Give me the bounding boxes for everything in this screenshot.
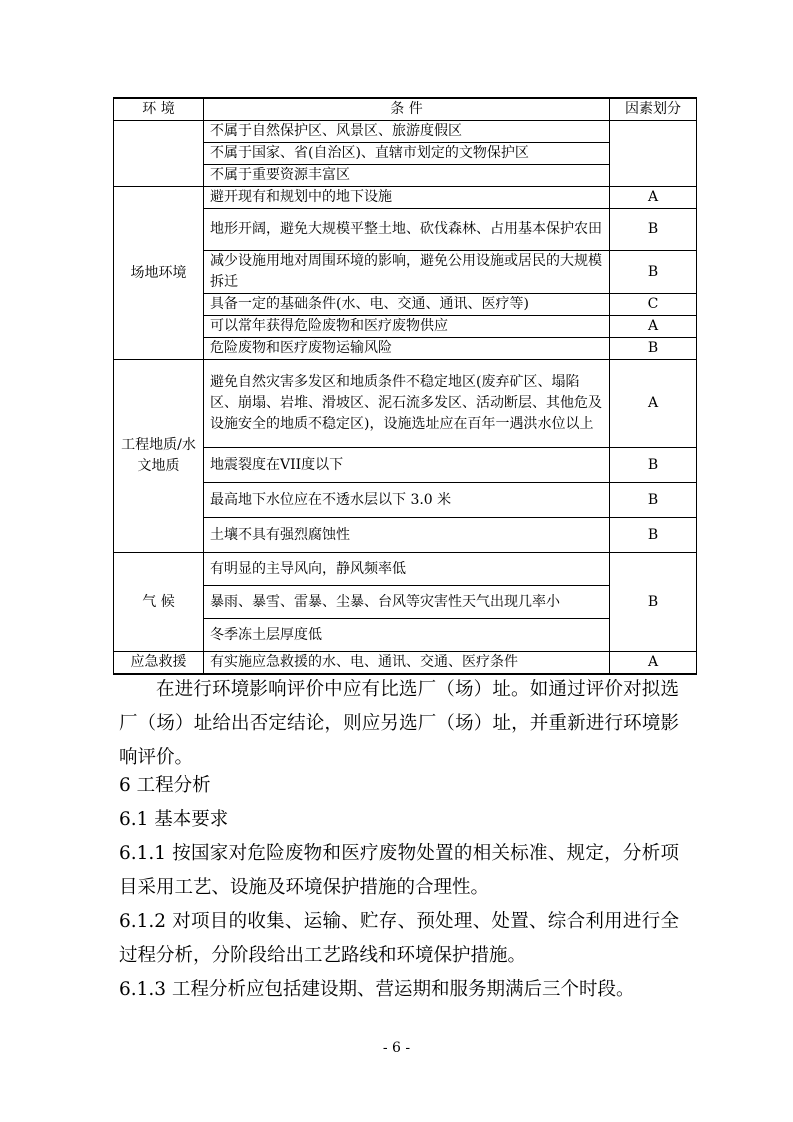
table-row bbox=[114, 553, 697, 586]
header-factor: 因素划分 bbox=[610, 98, 697, 121]
table-header-row bbox=[114, 98, 697, 121]
factor-cell: C bbox=[610, 294, 697, 316]
table-row bbox=[114, 121, 697, 143]
env-cell: 工程地质/水文地质 bbox=[114, 360, 204, 553]
factor-cell: B bbox=[610, 518, 697, 553]
factor-cell: B bbox=[610, 338, 697, 360]
factor-cell bbox=[610, 121, 697, 187]
condition-cell: 有明显的主导风向，静风频率低 bbox=[204, 553, 610, 586]
condition-cell: 最高地下水位应在不透水层以下 3.0 米 bbox=[204, 483, 610, 518]
condition-cell: 暴雨、暴雪、雷暴、尘暴、台风等灾害性天气出现几率小 bbox=[204, 586, 610, 619]
table-row bbox=[114, 652, 697, 675]
page-number: - 6 - bbox=[382, 1040, 411, 1056]
condition-cell: 不属于重要资源丰富区 bbox=[204, 165, 610, 187]
env-cell bbox=[114, 121, 204, 187]
condition-cell: 减少设施用地对周围环境的影响，避免公用设施或居民的大规模拆迁 bbox=[204, 251, 610, 294]
table-row bbox=[114, 187, 697, 209]
condition-cell: 不属于国家、省(自治区)、直辖市划定的文物保护区 bbox=[204, 143, 610, 165]
factor-cell: B bbox=[610, 251, 697, 294]
header-env: 环 境 bbox=[114, 98, 204, 121]
factor-cell: B bbox=[610, 483, 697, 518]
section-heading-6-1: 6.1 基本要求 bbox=[119, 809, 229, 830]
env-cell: 场地环境 bbox=[114, 187, 204, 360]
clause-6-1-2: 6.1.2 对项目的收集、运输、贮存、预处理、处置、综合利用进行全过程分析，分阶段给出工艺路线和环境保护措施。 bbox=[119, 911, 679, 966]
condition-cell: 避开现有和规划中的地下设施 bbox=[204, 187, 610, 209]
site-condition-table bbox=[113, 97, 697, 675]
env-cell: 气 候 bbox=[114, 553, 204, 652]
factor-cell: A bbox=[610, 316, 697, 338]
header-condition: 条 件 bbox=[204, 98, 610, 121]
factor-cell: A bbox=[610, 187, 697, 209]
condition-cell: 危险废物和医疗废物运输风险 bbox=[204, 338, 610, 360]
factor-cell: B bbox=[610, 209, 697, 251]
condition-cell: 有实施应急救援的水、电、通讯、交通、医疗条件 bbox=[204, 652, 610, 675]
paragraph-alternative-site: 在进行环境影响评价中应有比选厂（场）址。如通过评价对拟选厂（场）址给出否定结论，则应另选厂（场）址，并重新进行环境影响评价。 bbox=[119, 679, 679, 768]
condition-cell: 地震裂度在VII度以下 bbox=[204, 448, 610, 483]
factor-cell: B bbox=[610, 448, 697, 483]
condition-cell: 冬季冻土层厚度低 bbox=[204, 619, 610, 652]
factor-cell: A bbox=[610, 652, 697, 675]
condition-cell: 可以常年获得危险废物和医疗废物供应 bbox=[204, 316, 610, 338]
clause-6-1-1: 6.1.1 按国家对危险废物和医疗废物处置的相关标准、规定，分析项目采用工艺、设施及环境保护措施的合理性。 bbox=[119, 843, 679, 898]
condition-cell: 避免自然灾害多发区和地质条件不稳定地区(废弃矿区、塌陷区、崩塌、岩堆、滑坡区、泥石流多发区、活动断层、其他危及设施安全的地质不稳定区)，设施选址应在百年一遇洪水位以上 bbox=[204, 360, 610, 448]
clause-6-1-3: 6.1.3 工程分析应包括建设期、营运期和服务期满后三个时段。 bbox=[119, 979, 635, 1000]
condition-cell: 地形开阔，避免大规模平整土地、砍伐森林、占用基本保护农田 bbox=[204, 209, 610, 251]
factor-cell: A bbox=[610, 360, 697, 448]
env-cell: 应急救援 bbox=[114, 652, 204, 675]
table-row bbox=[114, 360, 697, 448]
condition-cell: 不属于自然保护区、风景区、旅游度假区 bbox=[204, 121, 610, 143]
condition-cell: 具备一定的基础条件(水、电、交通、通讯、医疗等) bbox=[204, 294, 610, 316]
section-heading-6: 6 工程分析 bbox=[119, 775, 211, 796]
factor-cell: B bbox=[610, 553, 697, 652]
condition-cell: 土壤不具有强烈腐蚀性 bbox=[204, 518, 610, 553]
